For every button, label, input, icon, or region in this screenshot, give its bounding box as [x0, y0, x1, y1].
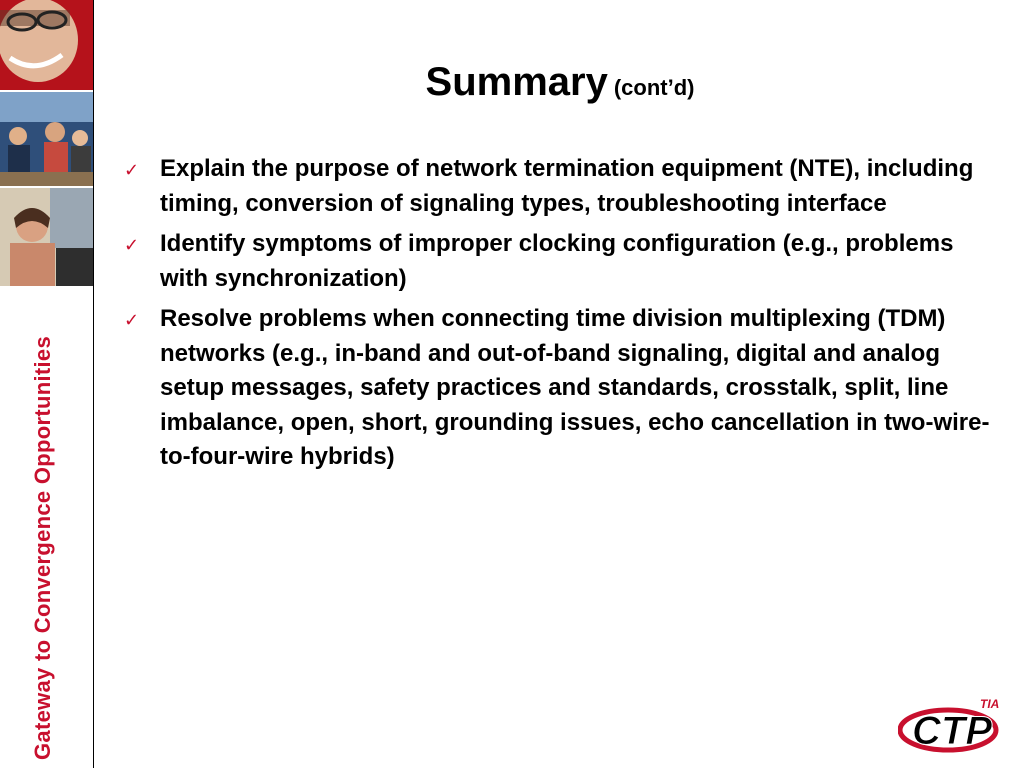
ctp-logo: [898, 694, 1010, 756]
slide-title: [300, 60, 820, 105]
photo-smiling-man: [0, 0, 93, 90]
bullet-item: [124, 227, 1004, 296]
bullet-item: [124, 302, 1004, 475]
bullet-text: Resolve problems when connecting time division multiplexing (TDM) networks (e.g., in-band and out-of-band signaling, digital and analog setup messages, safety practices and standards, crosstalk, split, line imbalance, open, short, grounding issues, echo cancellation in two-wire-to-four-wire hybrids): [160, 305, 990, 470]
bullet-list: [124, 152, 1004, 481]
photo-woman-at-computer: [0, 188, 93, 286]
checkmark-icon: ✓: [124, 310, 140, 331]
checkmark-icon: ✓: [124, 235, 140, 256]
photo-classroom: [0, 92, 93, 186]
bullet-text: Explain the purpose of network termination equipment (NTE), including timing, conversion of signaling types, troubleshooting interface: [160, 155, 974, 217]
sidebar-tagline: Gateway to Convergence Opportunities: [30, 336, 55, 760]
title-main: Summary: [425, 60, 608, 104]
bullet-item: [124, 152, 1004, 221]
logo-superscript: TIA: [980, 697, 1000, 711]
bullet-text: Identify symptoms of improper clocking configuration (e.g., problems with synchronization): [160, 230, 954, 292]
sidebar: [0, 0, 94, 768]
checkmark-icon: ✓: [124, 160, 140, 181]
logo-text: CTP: [912, 709, 992, 753]
title-suffix: (cont’d): [613, 75, 695, 100]
